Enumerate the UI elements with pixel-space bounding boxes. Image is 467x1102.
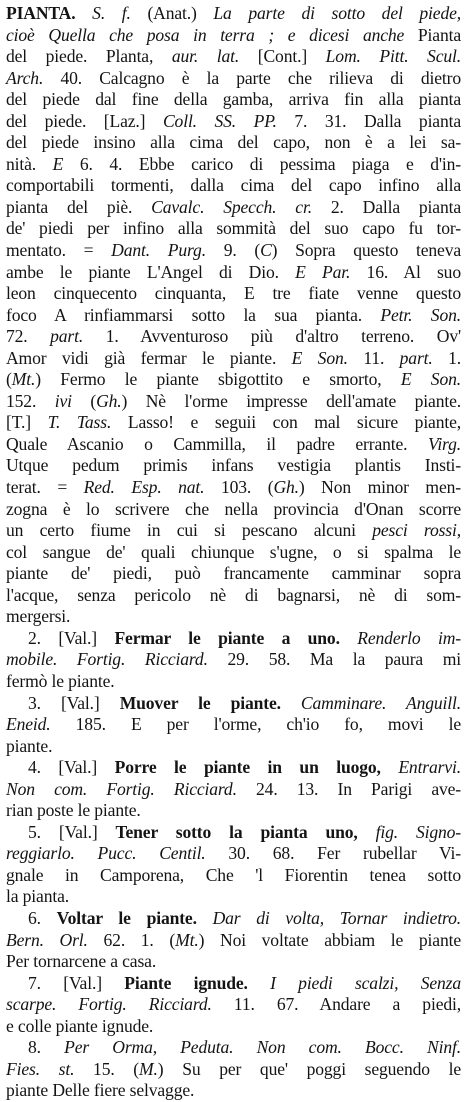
italic-text: Red. Esp. nat.: [83, 477, 205, 498]
body-text: e colle piante ignude.: [6, 1015, 154, 1036]
italic-text: Camminare. Anguill.: [280, 692, 461, 713]
body-text: ) Su per que' poggi seguendo le: [157, 1058, 461, 1079]
italic-text: E Son.: [291, 347, 348, 368]
body-text: Quale Ascanio o Cammilla, il padre errante.: [6, 433, 429, 454]
entry-text: [6, 3, 461, 1102]
italic-text: Fies. st.: [6, 1058, 75, 1079]
headword: PIANTA.: [6, 3, 76, 23]
text-line: [6, 1080, 461, 1102]
text-line: [6, 800, 461, 822]
body-text: fermò le piante.: [6, 670, 115, 691]
body-text: del piede. Planta,: [6, 46, 172, 67]
text-line: [6, 154, 461, 176]
italic-text: Non com. Fortig. Ricciard.: [6, 778, 237, 799]
italic-text: scarpe. Fortig. Ricciard.: [6, 994, 212, 1015]
text-line: [6, 779, 461, 801]
text-line: [6, 973, 461, 995]
body-text: gnale in Camporena, Che 'l Fiorentin tenea sotto: [6, 864, 461, 885]
body-text: nità.: [6, 153, 53, 174]
text-line: [6, 326, 461, 348]
body-text: 29. 58. Ma la paura mi: [207, 649, 461, 670]
body-text: 40. Calcagno è la parte che rilieva di dietro: [43, 67, 461, 88]
text-line: [6, 714, 461, 736]
body-text: 7. 31. Dalla pianta: [276, 110, 462, 131]
body-text: 15. (: [74, 1058, 140, 1079]
italic-text: fig. Signo-: [357, 821, 461, 842]
body-text: (Anat.): [130, 3, 214, 23]
text-line: [6, 175, 461, 197]
italic-text: S. f.: [75, 3, 131, 23]
text-line: [6, 46, 461, 68]
text-line: [6, 412, 461, 434]
text-line: [6, 455, 461, 477]
body-text: 1. Avventuroso più d'altro terreno. Ov': [83, 326, 461, 347]
body-text: 3. [Val.]: [28, 692, 120, 713]
body-text: ,: [456, 520, 461, 541]
text-line: [6, 305, 461, 327]
body-text: col sangue de' quali chiunque s'ugne, o si spalma le: [6, 541, 461, 562]
italic-text: Dant. Purg.: [111, 240, 206, 261]
text-line: [6, 369, 461, 391]
body-text: 185. E per l'orme, ch'io fo, movi le: [50, 714, 461, 735]
body-text: Amor vidi già fermar le piante.: [6, 347, 292, 368]
body-text: 103. (: [204, 477, 274, 498]
italic-text: Per Orma, Peduta. Non com. Bocc. Ninf.: [64, 1037, 461, 1058]
text-line: [6, 477, 461, 499]
body-text: mentato. =: [6, 240, 112, 261]
italic-text: Gh.: [96, 390, 122, 411]
body-text: 8.: [28, 1037, 65, 1058]
text-line: [6, 606, 461, 628]
italic-text: mobile. Fortig. Ricciard.: [6, 649, 208, 670]
italic-text: aur. lat.: [171, 46, 240, 67]
text-line: [6, 671, 461, 693]
body-text: del piede insino alla cima del capo, non è a lei sa-: [6, 132, 461, 153]
text-line: [6, 693, 461, 715]
body-text: de' piedi per infino alla sommità del suo capo fu tor-: [6, 218, 461, 239]
text-line: [6, 262, 461, 284]
body-text: 1.: [432, 347, 461, 368]
text-line: [6, 542, 461, 564]
body-text: Lasso! e seguii con mal sicure piante,: [111, 412, 462, 433]
text-line: [6, 822, 461, 844]
headword: Tener sotto la pianta uno,: [115, 821, 358, 842]
body-text: leon cinquecento cinquanta, E tre fiate venne questo: [6, 283, 461, 304]
body-text: piante de' piedi, può francamente camminar sopra: [6, 563, 461, 584]
text-line: [6, 111, 461, 133]
body-text: zogna è lo scrivere che nella provincia d'Onan scorre: [6, 498, 461, 519]
headword: Fermar le piante a uno.: [114, 627, 340, 648]
body-text: Pianta: [417, 24, 461, 45]
body-text: del piede. [Laz.]: [6, 110, 163, 131]
body-text: 11.: [347, 347, 400, 368]
headword: Voltar le piante.: [56, 907, 197, 928]
italic-text: part.: [399, 347, 433, 368]
text-line: [6, 499, 461, 521]
body-text: ) Fermo le piante sbigottito e smorto,: [35, 369, 401, 390]
body-text: 152.: [6, 390, 55, 411]
italic-text: reggiarlo. Pucc. Centil.: [6, 843, 206, 864]
body-text: [T.]: [6, 412, 48, 433]
text-line: [6, 132, 461, 154]
text-line: [6, 908, 461, 930]
body-text: 16. Al suo: [350, 261, 461, 282]
body-text: 24. 13. In Parigi ave-: [236, 778, 462, 799]
italic-text: Gh.: [273, 477, 299, 498]
body-text: (: [71, 390, 97, 411]
body-text: 9. (: [205, 240, 261, 261]
text-line: [6, 649, 461, 671]
body-text: foco A rinfiammarsi sotto la sua pianta.: [6, 304, 381, 325]
body-text: 6. 4. Ebbe carico di pessima piaga e d'in-: [63, 153, 462, 174]
italic-text: Cavalc. Specch. cr.: [151, 196, 312, 217]
text-line: [6, 757, 461, 779]
italic-text: E Son.: [400, 369, 461, 390]
body-text: 11. 67. Andare a piedi,: [211, 994, 461, 1015]
text-line: [6, 89, 461, 111]
body-text: rian poste le piante.: [6, 800, 141, 821]
italic-text: M.: [139, 1058, 158, 1079]
italic-text: Arch.: [6, 67, 44, 88]
body-text: ) Sopra questo teneva: [271, 240, 461, 261]
text-line: [6, 585, 461, 607]
body-text: 4. [Val.]: [28, 757, 115, 778]
text-line: [6, 434, 461, 456]
italic-text: I piedi scalzi, Senza: [247, 972, 461, 993]
italic-text: Dar di volta, Tornar indietro.: [196, 907, 461, 928]
italic-text: ivi: [54, 390, 72, 411]
headword: Muover le piante.: [119, 692, 281, 713]
text-line: [6, 736, 461, 758]
body-text: mergersi.: [6, 606, 71, 627]
text-line: [6, 994, 461, 1016]
body-text: 7. [Val.]: [28, 972, 125, 993]
italic-text: Entrarvi.: [380, 757, 461, 778]
text-line: [6, 930, 461, 952]
text-line: [6, 218, 461, 240]
body-text: Utque pedum primis infans vestigia plantis Insti-: [6, 455, 461, 476]
italic-text: Coll. SS. PP.: [162, 110, 277, 131]
body-text: piante.: [6, 735, 53, 756]
text-line: [6, 68, 461, 90]
body-text: ) Noi voltate abbiam le piante: [198, 929, 461, 950]
italic-text: E Par.: [295, 261, 351, 282]
text-line: [6, 563, 461, 585]
body-text: ambe le piante L'Angel di Dio.: [6, 261, 296, 282]
text-line: [6, 951, 461, 973]
body-text: 5. [Val.]: [28, 821, 116, 842]
body-text: (: [6, 369, 12, 390]
headword: Porre le piante in un luogo,: [114, 757, 381, 778]
body-text: terat. =: [6, 477, 84, 498]
text-line: [6, 283, 461, 305]
body-text: 30. 68. Fer rubellar Vi-: [205, 843, 461, 864]
italic-text: E: [52, 153, 64, 174]
italic-text: La parte di sotto del piede,: [213, 3, 461, 23]
italic-text: Bern. Orl.: [6, 929, 88, 950]
italic-text: cioè Quella che posa in terra ; e dicesi anche: [6, 24, 418, 45]
italic-text: Lom. Pitt. Scul.: [325, 46, 461, 67]
italic-text: Mt.: [175, 929, 199, 950]
text-line: [6, 1059, 461, 1081]
text-line: [6, 391, 461, 413]
body-text: ) Nè l'orme impresse dell'amate piante.: [121, 390, 461, 411]
body-text: 2. [Val.]: [28, 627, 115, 648]
text-line: [6, 197, 461, 219]
body-text: un certo fiume in cui si pescano alcuni: [6, 520, 373, 541]
body-text: comportabili tormenti, dalla cima del capo infino alla: [6, 175, 461, 196]
text-line: [6, 3, 461, 25]
italic-text: pesci rossi: [372, 520, 457, 541]
body-text: Per tornarcene a casa.: [6, 951, 157, 972]
text-line: [6, 843, 461, 865]
italic-text: Petr. Son.: [380, 304, 461, 325]
italic-text: Eneid.: [6, 714, 51, 735]
text-line: [6, 520, 461, 542]
body-text: 6.: [28, 907, 57, 928]
body-text: [Cont.]: [239, 46, 326, 67]
text-line: [6, 1016, 461, 1038]
text-line: [6, 348, 461, 370]
italic-text: Mt.: [11, 369, 36, 390]
text-line: [6, 865, 461, 887]
text-line: [6, 628, 461, 650]
body-text: la pianta.: [6, 886, 69, 907]
body-text: ) Non minor men-: [298, 477, 461, 498]
body-text: 62. 1. (: [87, 929, 176, 950]
body-text: piante Delle fiere selvagge.: [6, 1080, 195, 1101]
italic-text: C: [260, 240, 272, 261]
text-line: [6, 1037, 461, 1059]
body-text: 2. Dalla pianta: [311, 196, 461, 217]
italic-text: Virg.: [428, 433, 461, 454]
body-text: l'acque, senza pericolo nè di bagnarsi, nè di som-: [6, 584, 461, 605]
headword: Piante ignude.: [124, 972, 248, 993]
italic-text: T. Tass.: [47, 412, 112, 433]
text-line: [6, 240, 461, 262]
body-text: pianta del piè.: [6, 196, 152, 217]
body-text: 72.: [6, 326, 51, 347]
body-text: del piede dal fine della gamba, arriva fin alla pianta: [6, 89, 461, 110]
text-line: [6, 25, 461, 47]
italic-text: Renderlo im-: [339, 627, 461, 648]
text-line: [6, 886, 461, 908]
italic-text: part.: [50, 326, 84, 347]
